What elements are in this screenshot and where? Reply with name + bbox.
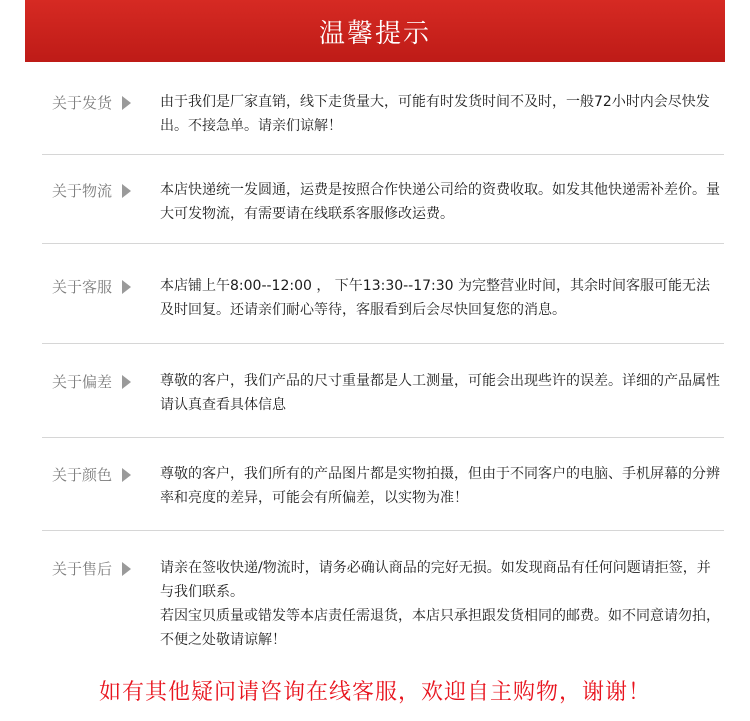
section-paragraph: 请亲在签收快递/物流时，请务必确认商品的完好无损。如发现商品有任何问题请拒签，并与我们联系。 (160, 560, 711, 600)
section-paragraph: 由于我们是厂家直销，线下走货量大，可能有时发货时间不及时，一般72小时内会尽快发出。不接急单。请亲们谅解！ (160, 94, 710, 134)
header-banner (25, 0, 725, 62)
section-label: 关于物流 (52, 182, 113, 200)
divider (42, 154, 724, 155)
section-label-wrap (52, 558, 131, 579)
section-label-wrap (52, 92, 131, 113)
section-text (160, 369, 720, 417)
arrow-right-icon (122, 96, 131, 110)
section-paragraph: 本店铺上午8:00--12:00 ， 下午13:30--17:30 为完整营业时间，其余时间客服可能无法及时回复。还请亲们耐心等待，客服看到后会尽快回复您的消息。 (160, 278, 711, 318)
divider (42, 437, 724, 438)
section-text (160, 462, 720, 510)
section-text (160, 274, 720, 322)
divider (42, 343, 724, 344)
section-label-wrap (52, 371, 131, 392)
arrow-right-icon (122, 468, 131, 482)
section-text (160, 90, 720, 138)
section-label: 关于颜色 (52, 466, 113, 484)
divider (42, 530, 724, 531)
section-label-wrap (52, 180, 131, 201)
section-paragraph: 若因宝贝质量或错发等本店责任需退货，本店只承担跟发货相同的邮费。如不同意请勿拍，不便之处敬请谅解！ (160, 608, 720, 648)
footer-note: 如有其他疑问请咨询在线客服，欢迎自主购物，谢谢！ (98, 680, 651, 705)
section-label-wrap (52, 276, 131, 297)
section-text (160, 556, 720, 652)
section-label: 关于客服 (52, 278, 113, 296)
section-label: 关于售后 (52, 560, 113, 578)
section-label: 关于发货 (52, 94, 113, 112)
section-label: 关于偏差 (52, 373, 113, 391)
page-title: 温馨提示 (318, 18, 431, 49)
arrow-right-icon (122, 184, 131, 198)
section-label-wrap (52, 464, 131, 485)
section-paragraph: 尊敬的客户，我们产品的尺寸重量都是人工测量，可能会出现些许的误差。详细的产品属性请认真查看具体信息 (160, 373, 720, 413)
arrow-right-icon (122, 280, 131, 294)
section-text (160, 178, 720, 226)
arrow-right-icon (122, 375, 131, 389)
section-paragraph: 尊敬的客户，我们所有的产品图片都是实物拍摄，但由于不同客户的电脑、手机屏幕的分辨率和亮度的差异，可能会有所偏差，以实物为准！ (160, 466, 720, 506)
arrow-right-icon (122, 562, 131, 576)
divider (42, 243, 724, 244)
section-paragraph: 本店快递统一发圆通，运费是按照合作快递公司给的资费收取。如发其他快递需补差价。量大可发物流，有需要请在线联系客服修改运费。 (160, 182, 720, 222)
